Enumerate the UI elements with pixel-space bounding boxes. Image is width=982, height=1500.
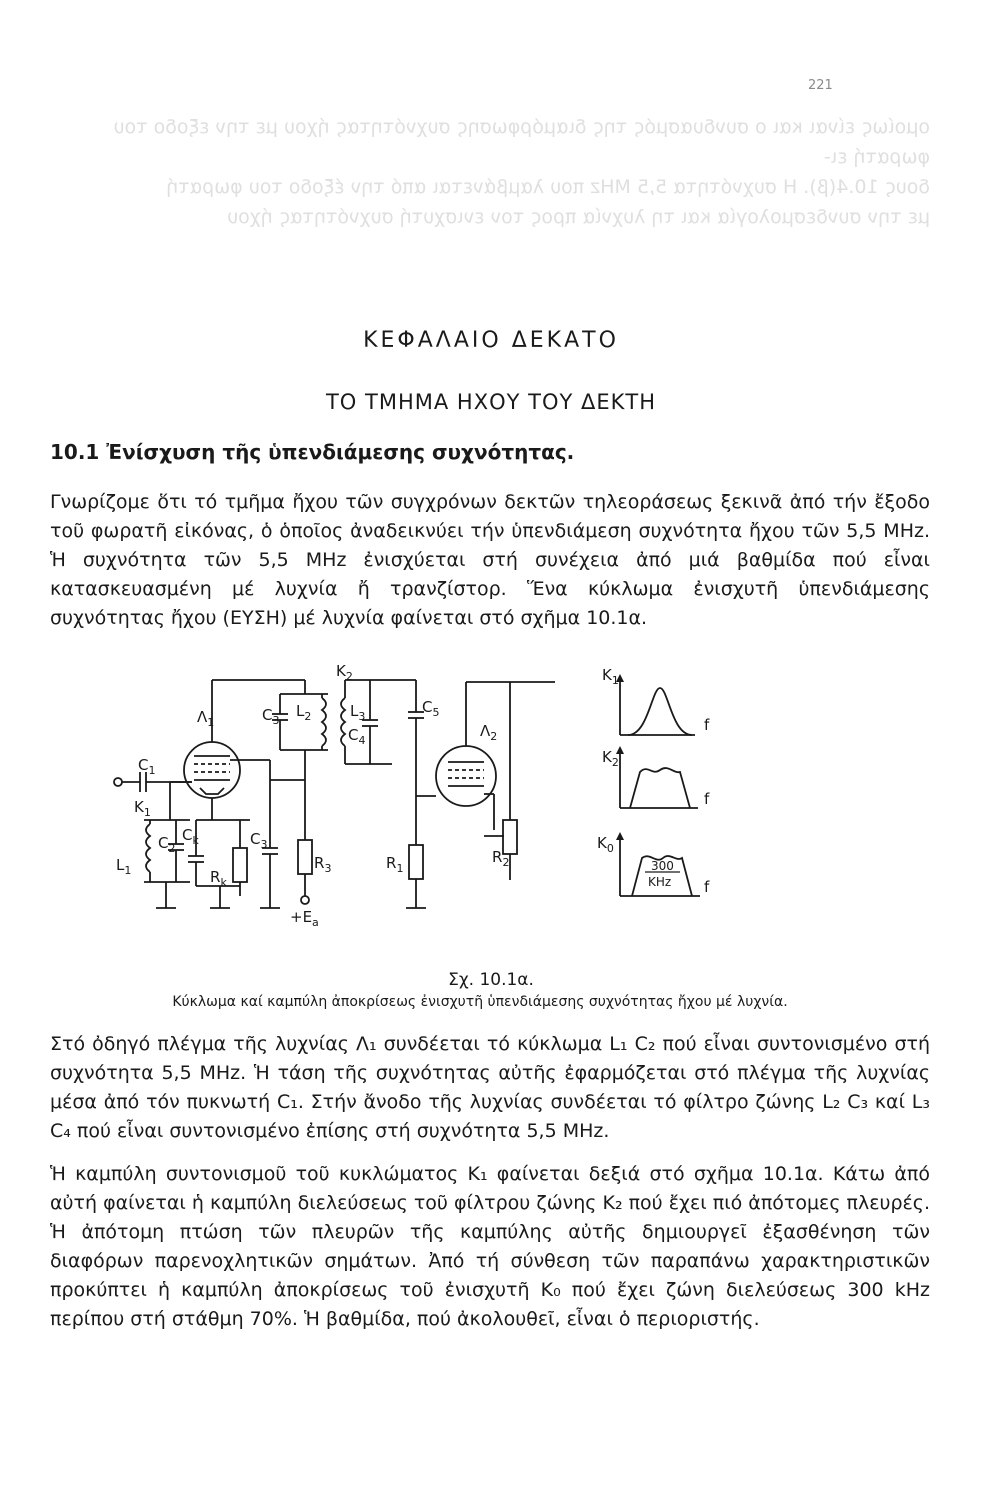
curve-k1 [628,688,692,735]
circuit-figure [100,660,830,960]
label-c1: $C_1$ [138,756,156,777]
tube-a1 [184,742,240,798]
label-l2: $L_2$ [296,702,312,723]
label-bandwidth-value: 300 [651,859,674,873]
curve-k2 [630,768,690,808]
paragraph-circuit-description: Στό ὀδηγό πλέγμα τῆς λυχνίας Λ₁ συνδέεται τό κύκλωμα L₁ C₂ πού εἶναι συντονισμένο στή συχνότητα 5,5 MHz. Ἡ τάση τῆς συχνότητας αὐτῆς ἐφαρμόζεται στό πλέγμα τῆς λυχνίας μέσα ἀπό τόν πυκνωτή C₁. Στήν ἄνοδο τῆς λυχνίας συνδέεται τό φίλτρο ζώνης L₂ C₃ καί L₃ C₄ πού εἶναι συντονισμένο ἐπίσης στή συχνότητα 5,5 MHz. [50,1033,930,1142]
label-a2: $\Lambda_2$ [480,722,498,743]
label-c5: $C_5$ [422,698,440,719]
figure-caption-text: Κύκλωμα καί καμπύλη ἀποκρίσεως ἐνισχυτῆ ὑπενδιάμεσης συχνότητας ἤχου μέ λυχνία. [172,994,788,1010]
paragraph-intro: Γνωρίζομε ὅτι τό τμῆμα ἤχου τῶν συγχρόνων δεκτῶν τηλεοράσεως ξεκινᾶ ἀπό τήν ἔξοδο τοῦ φωρατῆ εἰκόνας, ὁ ὁποῖος ἀναδεικνύει τήν ὑπενδιάμεση συχνότητα ἤχου τῶν 5,5 MHz. Ἡ συχνότητα τῶν 5,5 MHz ἐνισχύεται στή συνέχεια ἀπό μιά βαθμίδα πού εἶναι κατασκευασμένη μέ λυχνία ἤ τρανζίστορ. Ἕνα κύκλωμα ἐνισχυτῆ ὑπενδιάμεσης συχνότητας ἤχου (ΕΥΣΗ) μέ λυχνία φαίνεται στό σχῆμα 10.1α. [50,491,930,629]
label-f-1: f [704,716,710,734]
label-r2: $R_2$ [492,848,510,869]
label-c2: $C_2$ [158,834,176,855]
label-r3: $R_3$ [314,854,332,875]
paragraph-response-curve: Ἡ καμπύλη συντονισμοῦ τοῦ κυκλώματος K₁ φαίνεται δεξιά στό σχῆμα 10.1α. Κάτω ἀπό αὐτή φαίνεται ἡ καμπύλη διελεύσεως τοῦ φίλτρου ζώνης K₂ πού ἔχει πιό ἀπότομες πλευρές. Ἡ ἀπότομη πτώση τῶν πλευρῶν τῆς καμπύλης αὐτῆς δημιουργεῖ ἐξασθένηση τῶν διαφόρων παρενοχλητικῶν σημάτων. Ἀπό τή σύνθεση τῶν παραπάνω χαρακτηριστικῶν προκύπτει ἡ καμπύλη ἀποκρίσεως τοῦ ἐνισχυτῆ K₀ πού ἔχει ζώνη διελεύσεως 300 kHz περίπου στή στάθμη 70%. Ἡ βαθμίδα, πού ἀκολουθεῖ, εἶναι ὁ περιοριστής. [50,1163,930,1330]
label-k2: $K_2$ [336,662,353,683]
tube-a2 [436,746,496,806]
label-ck: $C_k$ [182,826,199,847]
label-l3: $L_3$ [350,702,366,723]
section-title: ΤΟ ΤΜΗΜΑ ΗΧΟΥ ΤΟΥ ΔΕΚΤΗ [325,390,657,414]
label-rk: $R_k$ [210,868,227,889]
chapter-title: ΚΕΦΑΛΑΙΟ ΔΕΚΑΤΟ [363,328,619,353]
label-ea: $+E_a$ [290,908,319,929]
label-a1: $\Lambda_1$ [197,708,215,729]
page-number: 221 [808,78,833,93]
label-curve-k0: $K_0$ [597,834,614,855]
label-bandwidth-unit: KHz [648,875,672,889]
input-terminal [114,778,122,786]
label-c3b: $C_3$ [250,830,268,851]
label-f-3: f [704,878,710,896]
label-f-2: f [704,790,710,808]
subsection-heading: 10.1 Ἐνίσχυση τῆς ὑπενδιάμεσης συχνότητας. [50,440,575,464]
label-c4: $C_4$ [348,726,366,747]
label-curve-k2: $K_2$ [602,748,619,769]
label-r1: $R_1$ [386,854,404,875]
bleed-through-text: ομοίως είναι και ο συνδυασμός της διαμόρφωσης συχνότητας ήχου με την εξοδο του φωρατή ει- δους 10.4(β). Η συχνότητα 5,5 MHz που λαμβάνεται από την έξοδο του φωρατή με την συνδεσμολογία και τη λυχνία προς τον ενισχυτή συχνότητας ήχου [113,116,930,228]
label-k1: $K_1$ [134,798,151,819]
label-curve-k1: $K_1$ [602,666,619,687]
figure-caption-label: Σχ. 10.1α. [448,970,534,990]
label-l1: $L_1$ [116,856,132,877]
label-c3: $C_3$ [262,706,280,727]
circuit-diagram [100,660,830,960]
